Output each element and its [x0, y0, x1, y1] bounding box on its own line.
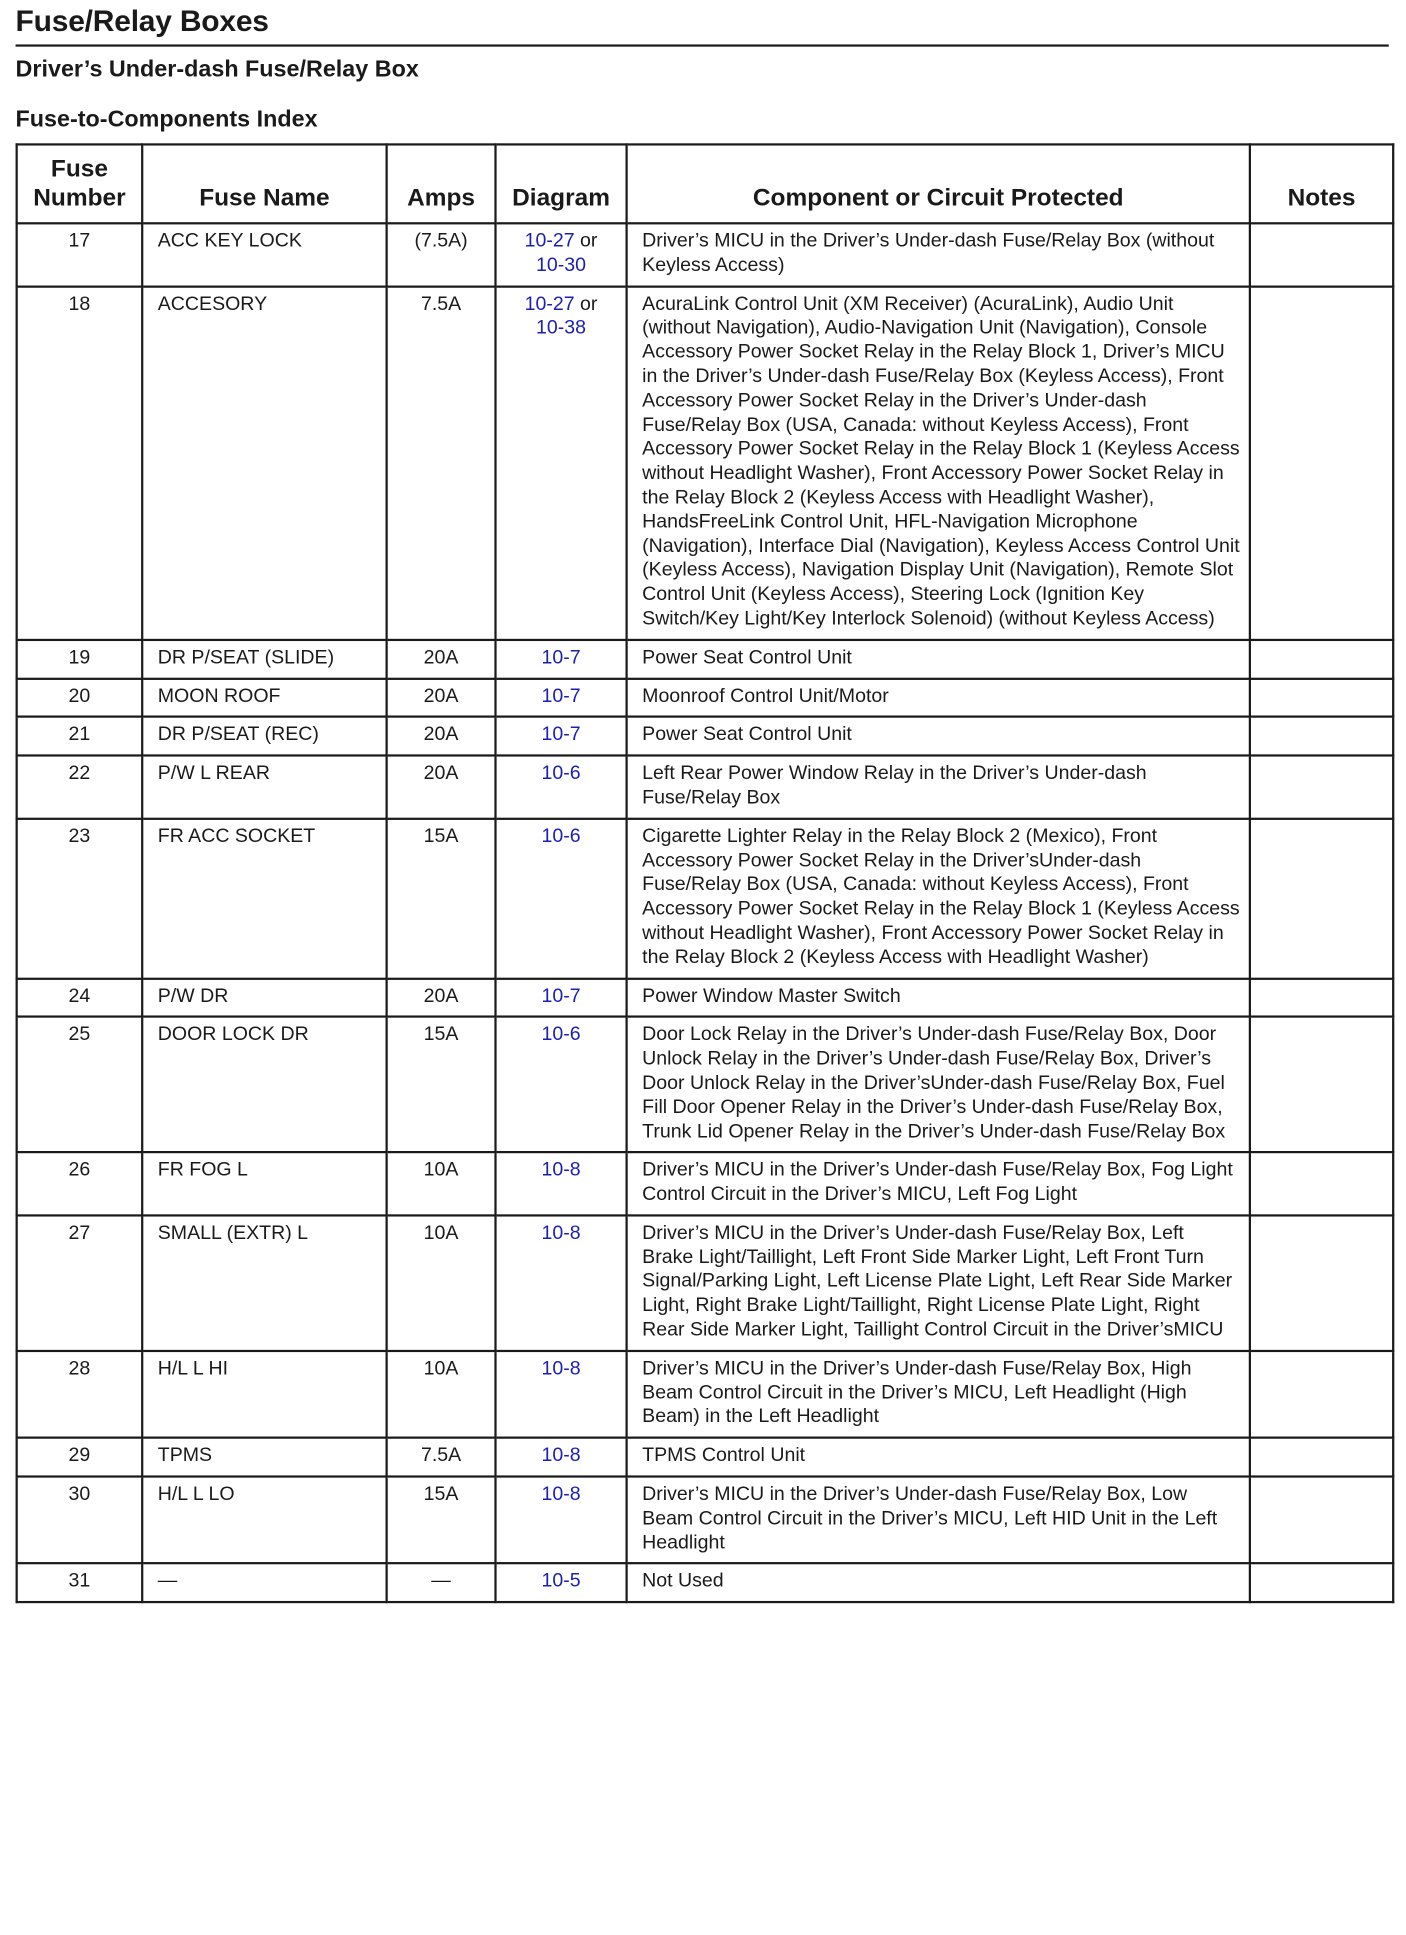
table-row: [17, 978, 1394, 1017]
diagram-cell: [496, 717, 627, 756]
component-cell: Moonroof Control Unit/Motor: [627, 678, 1250, 717]
fuse-name-cell: ACCESORY: [142, 286, 386, 639]
fuse-name-cell: FR FOG L: [142, 1152, 386, 1215]
notes-cell: [1250, 223, 1393, 286]
col-fuse-number-line1: Fuse: [50, 154, 108, 183]
component-cell: AcuraLink Control Unit (XM Receiver) (AcuraLink), Audio Unit (without Navigation), Audio-Navigation Unit (Navigation), Console Accessory Power Socket Relay in the Relay Block 1, Driver’s MICU in the Driver’s Under-dash Fuse/Relay Box (Keyless Access), Front Accessory Power Socket Relay in the Driver’s Under-dash Fuse/Relay Box (USA, Canada: without Keyless Access), Front Accessory Power Socket Relay in the Relay Block 1 (Keyless Access without Headlight Washer), Front Accessory Power Socket Relay in the Relay Block 2 (Keyless Access with Headlight Washer), HandsFreeLink Control Unit, HFL-Navigation Microphone (Navigation), Interface Dial (Navigation), Keyless Access Control Unit (Keyless Access), Navigation Display Unit (Navigation), Remote Slot Control Unit (Keyless Access), Steering Lock (Ignition Key Switch/Key Light/Key Interlock Solenoid) (without Keyless Access): [627, 286, 1250, 639]
amps-cell: 10A: [387, 1351, 496, 1438]
diagram-line: [497, 645, 626, 669]
diagram-line: [497, 684, 626, 708]
fuse-number-cell: 17: [17, 223, 143, 286]
component-cell: Not Used: [627, 1564, 1250, 1603]
diagram-link[interactable]: 10-6: [541, 824, 581, 847]
diagram-or-text: or: [574, 291, 598, 314]
col-fuse-name: Fuse Name: [142, 144, 386, 223]
fuse-number-cell: 22: [17, 756, 143, 819]
fuse-number-cell: 24: [17, 978, 143, 1017]
fuse-number-cell: 19: [17, 640, 143, 679]
amps-cell: 15A: [387, 1477, 496, 1564]
diagram-line: [497, 1221, 626, 1245]
diagram-link[interactable]: 10-6: [541, 761, 581, 784]
col-fuse-number-line2: Number: [33, 183, 126, 212]
table-row: [17, 819, 1394, 979]
diagram-line: [497, 1482, 626, 1506]
fuse-number-cell: 23: [17, 819, 143, 979]
diagram-link[interactable]: 10-27: [524, 228, 575, 252]
fuse-number-cell: 25: [17, 1017, 143, 1153]
notes-cell: [1250, 1152, 1393, 1215]
fuse-name-cell: ACC KEY LOCK: [142, 223, 386, 286]
diagram-link[interactable]: 10-8: [541, 1356, 581, 1379]
fuse-name-cell: DOOR LOCK DR: [142, 1017, 386, 1153]
diagram-link[interactable]: 10-8: [541, 1157, 581, 1181]
col-fuse-number: [17, 144, 143, 223]
fuse-index-table: [16, 143, 1395, 1603]
component-cell: Power Seat Control Unit: [627, 640, 1250, 679]
fuse-number-cell: 28: [17, 1351, 143, 1438]
component-cell: Driver’s MICU in the Driver’s Under-dash Fuse/Relay Box, Low Beam Control Circuit in the Driver’s MICU, Left HID Unit in the Left Headlight: [627, 1477, 1250, 1564]
fuse-name-cell: H/L L HI: [142, 1351, 386, 1438]
amps-cell: 20A: [387, 756, 496, 819]
diagram-cell: [496, 1351, 627, 1438]
notes-cell: [1250, 640, 1393, 679]
diagram-line: [497, 253, 626, 277]
amps-cell: —: [387, 1564, 496, 1603]
fuse-number-cell: 26: [17, 1152, 143, 1215]
fuse-number-cell: 31: [17, 1564, 143, 1603]
diagram-link[interactable]: 10-30: [536, 253, 587, 276]
diagram-link[interactable]: 10-8: [541, 1443, 581, 1466]
diagram-line: [497, 1443, 626, 1467]
diagram-line: [497, 1022, 626, 1046]
amps-cell: 20A: [387, 717, 496, 756]
component-cell: Left Rear Power Window Relay in the Driver’s Under-dash Fuse/Relay Box: [627, 756, 1250, 819]
table-row: [17, 223, 1394, 286]
diagram-cell: [496, 1564, 627, 1603]
notes-cell: [1250, 286, 1393, 639]
col-component: Component or Circuit Protected: [627, 144, 1250, 223]
notes-cell: [1250, 717, 1393, 756]
amps-cell: 20A: [387, 640, 496, 679]
notes-cell: [1250, 1564, 1393, 1603]
page-title: Fuse/Relay Boxes: [15, 4, 269, 38]
component-cell: Cigarette Lighter Relay in the Relay Block 2 (Mexico), Front Accessory Power Socket Relay in the Driver’sUnder-dash Fuse/Relay Box (USA, Canada: without Keyless Access), Front Accessory Power Socket Relay in the Relay Block 1 (Keyless Access without Headlight Washer), Front Accessory Power Socket Relay in the Relay Block 2 (Keyless Access with Headlight Washer): [627, 819, 1250, 979]
fuse-name-cell: TPMS: [142, 1438, 386, 1477]
table-row: [17, 717, 1394, 756]
fuse-name-cell: FR ACC SOCKET: [142, 819, 386, 979]
notes-cell: [1250, 678, 1393, 717]
component-cell: Door Lock Relay in the Driver’s Under-dash Fuse/Relay Box, Door Unlock Relay in the Driver’s Under-dash Fuse/Relay Box, Driver’s Door Unlock Relay in the Driver’sUnder-dash Fuse/Relay Box, Fuel Fill Door Opener Relay in the Driver’s Under-dash Fuse/Relay Box, Trunk Lid Opener Relay in the Driver’s Under-dash Fuse/Relay Box: [627, 1017, 1250, 1153]
table-row: [17, 640, 1394, 679]
diagram-link[interactable]: 10-8: [541, 1482, 581, 1505]
fuse-number-cell: 21: [17, 717, 143, 756]
amps-cell: 20A: [387, 678, 496, 717]
component-cell: Driver’s MICU in the Driver’s Under-dash Fuse/Relay Box (without Keyless Access): [627, 223, 1250, 286]
table-row: [17, 1215, 1394, 1351]
table-header-row: [17, 144, 1394, 223]
diagram-line: [497, 229, 626, 253]
diagram-link[interactable]: 10-7: [541, 645, 581, 668]
diagram-cell: [496, 1477, 627, 1564]
diagram-cell: [496, 819, 627, 979]
diagram-line: [497, 1569, 626, 1593]
diagram-or-text: or: [574, 228, 598, 252]
table-row: [17, 1438, 1394, 1477]
diagram-line: [497, 292, 626, 316]
notes-cell: [1250, 756, 1393, 819]
diagram-line: [497, 824, 626, 848]
diagram-link[interactable]: 10-5: [541, 1569, 581, 1592]
component-cell: Power Window Master Switch: [627, 978, 1250, 1017]
diagram-cell: [496, 1152, 627, 1215]
notes-cell: [1250, 1438, 1393, 1477]
diagram-cell: [496, 678, 627, 717]
diagram-cell: [496, 756, 627, 819]
component-cell: Driver’s MICU in the Driver’s Under-dash Fuse/Relay Box, Left Brake Light/Taillight, Left Front Side Marker Light, Left Front Turn Signal/Parking Light, Left License Plate Light, Left Rear Side Marker Light, Right Brake Light/Taillight, Right License Plate Light, Right Rear Side Marker Light, Taillight Control Circuit in the Driver’sMICU: [627, 1215, 1250, 1351]
notes-cell: [1250, 819, 1393, 979]
diagram-link[interactable]: 10-7: [541, 983, 581, 1007]
fuse-number-cell: 29: [17, 1438, 143, 1477]
fuse-number-cell: 27: [17, 1215, 143, 1351]
table-row: [17, 1152, 1394, 1215]
col-amps: Amps: [387, 144, 496, 223]
fuse-name-cell: DR P/SEAT (REC): [142, 717, 386, 756]
notes-cell: [1250, 1215, 1393, 1351]
section-subtitle: Driver’s Under-dash Fuse/Relay Box: [15, 56, 419, 83]
fuse-number-cell: 20: [17, 678, 143, 717]
diagram-cell: [496, 223, 627, 286]
document-page: [16, 0, 1394, 1603]
fuse-name-cell: P/W L REAR: [142, 756, 386, 819]
diagram-line: [497, 723, 626, 747]
col-diagram: Diagram: [496, 144, 627, 223]
fuse-name-cell: P/W DR: [142, 978, 386, 1017]
diagram-cell: [496, 286, 627, 639]
diagram-link[interactable]: 10-38: [536, 315, 587, 339]
component-cell: Driver’s MICU in the Driver’s Under-dash Fuse/Relay Box, High Beam Control Circuit in the Driver’s MICU, Left Headlight (High Beam) in the Left Headlight: [627, 1351, 1250, 1438]
diagram-line: [497, 1158, 626, 1182]
fuse-name-cell: —: [142, 1564, 386, 1603]
table-body: [17, 223, 1394, 1602]
diagram-cell: [496, 640, 627, 679]
amps-cell: 7.5A: [387, 1438, 496, 1477]
diagram-cell: [496, 1017, 627, 1153]
amps-cell: 15A: [387, 819, 496, 979]
amps-cell: (7.5A): [387, 223, 496, 286]
fuse-name-cell: H/L L LO: [142, 1477, 386, 1564]
table-row: [17, 1351, 1394, 1438]
diagram-link[interactable]: 10-7: [541, 683, 581, 707]
notes-cell: [1250, 1477, 1393, 1564]
fuse-name-cell: SMALL (EXTR) L: [142, 1215, 386, 1351]
notes-cell: [1250, 1017, 1393, 1153]
diagram-line: [497, 316, 626, 340]
notes-cell: [1250, 1351, 1393, 1438]
col-notes: Notes: [1250, 144, 1393, 223]
table-row: [17, 286, 1394, 639]
table-row: [17, 1564, 1394, 1603]
component-cell: Power Seat Control Unit: [627, 717, 1250, 756]
component-cell: Driver’s MICU in the Driver’s Under-dash Fuse/Relay Box, Fog Light Control Circuit in the Driver’s MICU, Left Fog Light: [627, 1152, 1250, 1215]
diagram-line: [497, 1356, 626, 1380]
diagram-link[interactable]: 10-27: [524, 291, 575, 314]
diagram-link[interactable]: 10-8: [541, 1220, 581, 1244]
amps-cell: 20A: [387, 978, 496, 1017]
diagram-cell: [496, 1215, 627, 1351]
amps-cell: 10A: [387, 1215, 496, 1351]
fuse-name-cell: MOON ROOF: [142, 678, 386, 717]
diagram-cell: [496, 1438, 627, 1477]
table-row: [17, 678, 1394, 717]
table-row: [17, 1477, 1394, 1564]
diagram-link[interactable]: 10-6: [541, 1022, 581, 1045]
table-row: [17, 756, 1394, 819]
table-row: [17, 1017, 1394, 1153]
component-cell: TPMS Control Unit: [627, 1438, 1250, 1477]
notes-cell: [1250, 978, 1393, 1017]
fuse-number-cell: 18: [17, 286, 143, 639]
diagram-link[interactable]: 10-7: [541, 722, 581, 745]
fuse-name-cell: DR P/SEAT (SLIDE): [142, 640, 386, 679]
diagram-cell: [496, 978, 627, 1017]
section-heading: Fuse-to-Components Index: [15, 106, 318, 133]
amps-cell: 7.5A: [387, 286, 496, 639]
fuse-number-cell: 30: [17, 1477, 143, 1564]
amps-cell: 10A: [387, 1152, 496, 1215]
diagram-line: [497, 984, 626, 1008]
diagram-line: [497, 761, 626, 785]
amps-cell: 15A: [387, 1017, 496, 1153]
